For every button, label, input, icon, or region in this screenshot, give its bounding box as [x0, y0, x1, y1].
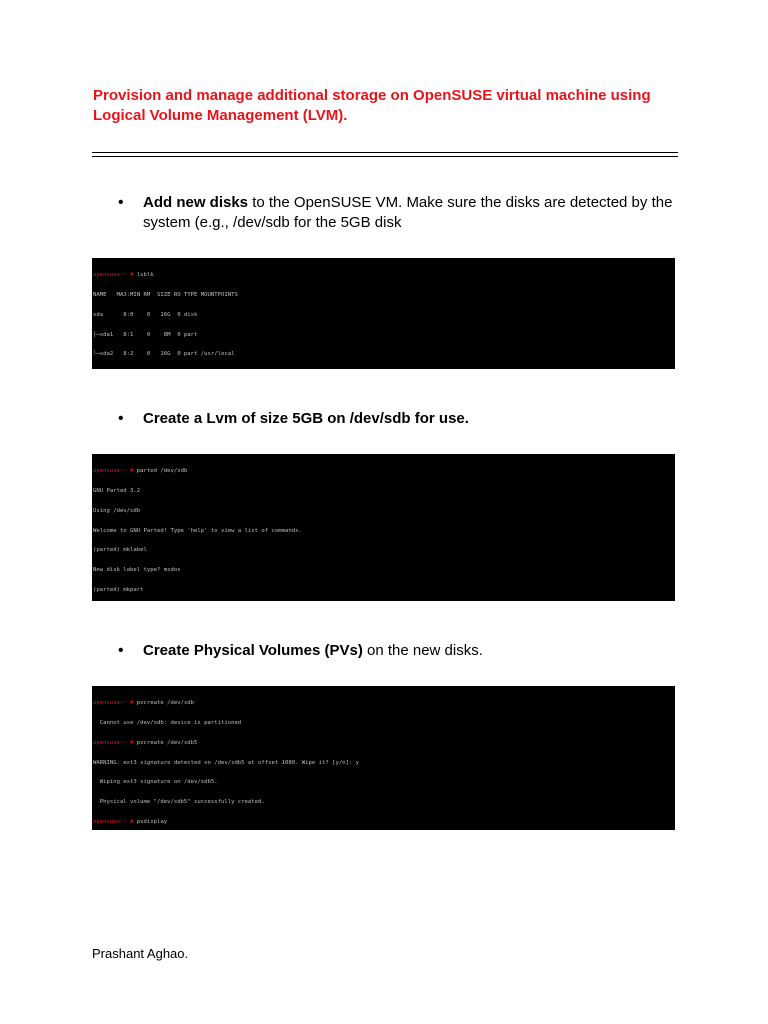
step-text: on the new disks.	[362, 642, 483, 659]
step-text: to the OpenSUSE VM. Make sure the disks are detected by the system (e.g., /dev/sdb for the 5GB disk	[143, 194, 673, 231]
terminal-line: (parted) mklabel	[93, 547, 147, 554]
terminal-line: (parted) mkpart	[93, 586, 144, 593]
terminal-prompt: opensuse:~ #	[93, 700, 134, 707]
terminal-command: lsblk	[133, 272, 154, 279]
step-add-disks	[118, 193, 678, 233]
author-footer: Prashant Aghao.	[92, 946, 189, 961]
document-title: Provision and manage additional storage on OpenSUSE virtual machine using Logical Volume Management (LVM).	[93, 87, 651, 124]
terminal-line: Wiping ext3 signature on /dev/sdb5.	[93, 779, 218, 786]
terminal-line: Cannot use /dev/sdb: device is partitioned	[93, 719, 242, 726]
terminal-line: Physical volume "/dev/sdb5" successfully created.	[93, 799, 265, 806]
bullet-icon: •	[118, 410, 124, 427]
terminal-prompt: opensuse:~ #	[93, 739, 134, 746]
step-bold: Add new disks	[143, 194, 249, 211]
divider-top	[92, 152, 678, 153]
terminal-line: └─sda2 8:2 0 16G 0 part /usr/local	[93, 351, 235, 358]
terminal-prompt: opensuse:~ #	[93, 468, 134, 475]
step-create-pvs	[118, 641, 678, 661]
terminal-line: ├─sda1 8:1 0 8M 0 part	[93, 331, 198, 338]
terminal-line: Welcome to GNU Parted! Type 'help' to view a list of commands.	[93, 527, 302, 534]
step-bold: Create Physical Volumes (PVs)	[143, 642, 363, 659]
divider-bottom	[92, 156, 678, 157]
step-create-lvm	[118, 409, 678, 429]
terminal-command: parted /dev/sdb	[133, 468, 188, 475]
terminal-line: New disk label type? msdos	[93, 567, 181, 574]
terminal-lsblk	[92, 258, 675, 369]
terminal-command: pvcreate /dev/sdb	[133, 700, 195, 707]
terminal-line: WARNING: ext3 signature detected on /dev/sdb5 at offset 1080. Wipe it? [y/n]: y	[93, 759, 360, 766]
step-bold: Create a Lvm of size 5GB on /dev/sdb for use.	[143, 410, 469, 427]
terminal-line: GNU Parted 3.2	[93, 487, 141, 494]
terminal-pvcreate	[92, 686, 675, 830]
terminal-parted	[92, 454, 675, 601]
terminal-line: NAME MAJ:MIN RM SIZE RO TYPE MOUNTPOINTS	[93, 291, 238, 298]
terminal-line: opensuse:~ # pvcreate /dev/sdb5	[93, 739, 198, 746]
bullet-icon: •	[118, 642, 124, 659]
terminal-line: sda 8:0 0 16G 0 disk	[93, 311, 198, 318]
terminal-prompt: opensuse:~ #	[93, 272, 134, 279]
bullet-icon: •	[118, 194, 124, 211]
terminal-line: opensuse:~ # pvdisplay	[93, 818, 168, 825]
terminal-line: Using /dev/sdb	[93, 507, 141, 514]
terminal-prompt: opensuse:~ #	[93, 818, 134, 825]
